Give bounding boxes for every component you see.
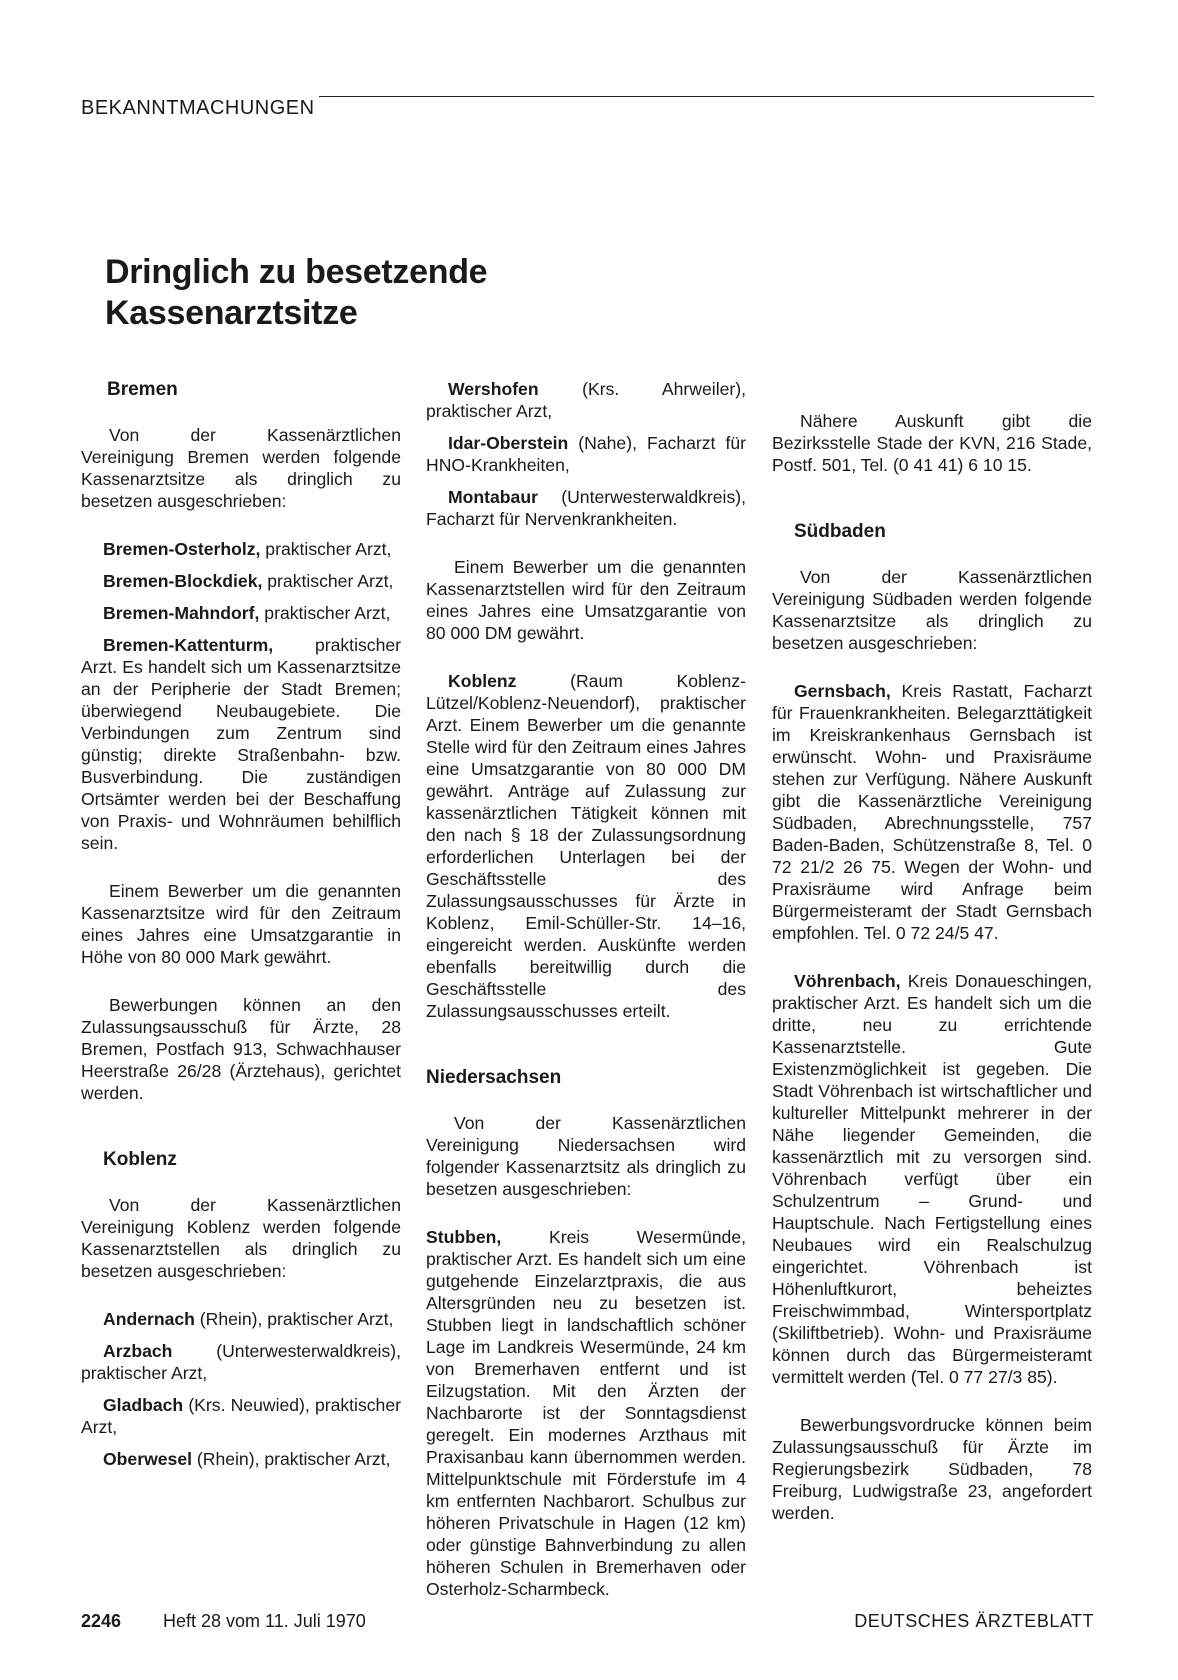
bremen-entry: [81, 634, 401, 854]
heading-bremen: Bremen: [107, 379, 178, 400]
issue-info: Heft 28 vom 11. Juli 1970: [163, 1611, 366, 1631]
section-header: [81, 96, 1094, 119]
entry-text: (Raum Koblenz-Lützel/Koblenz-Neuendorf), praktischer Arzt. Einem Bewerber um die genannte Stelle wird für den Zeitraum eines Jahres eine Umsatzgarantie von 80 000 DM gewährt. Anträge auf Zulassung zur kassenärztlichen Tätigkeit können mit den nach § 18 der Zulassungsordnung erforderlichen Unterlagen bei der Geschäftsstelle des Zulassungsausschusses für Ärzte in Koblenz, Emil-Schüller-Str. 14–16, eingereicht werden. Auskünfte werden ebenfalls bereitwillig durch die Geschäftsstelle des Zulassungsausschusses erteilt.: [426, 671, 746, 1021]
niedersachsen-intro: Von der Kassenärztlichen Vereinigung Niedersachsen wird folgender Kassenarztsitz als dringlich zu besetzen ausgeschrieben:: [426, 1113, 746, 1199]
koblenz-special-entry: [426, 670, 746, 1022]
koblenz-entry: [426, 378, 746, 422]
koblenz-entry: [81, 1340, 401, 1384]
entry-text: praktischer Arzt,: [262, 571, 394, 591]
entry-place: Gladbach: [103, 1395, 184, 1415]
entry-text: (Rhein), praktischer Arzt,: [194, 1309, 394, 1329]
column-2: [426, 378, 746, 1612]
title-line-2: Kassenarztsitze: [105, 294, 358, 332]
page-footer: [81, 1611, 1094, 1632]
title-line-1: Dringlich zu besetzende: [105, 253, 488, 291]
niedersachsen-info: Nähere Auskunft gibt die Bezirksstelle Stade der KVN, 216 Stade, Postf. 501, Tel. (0 41 41) 6 10 15.: [772, 411, 1092, 475]
heading-suedbaden: Südbaden: [794, 521, 886, 542]
koblenz-entry: [81, 1394, 401, 1438]
entry-place: Wershofen: [448, 379, 539, 399]
koblenz-guarantee: Einem Bewerber um die genannten Kassenarztstellen wird für den Zeitraum eines Jahres eine Umsatzgarantie von 80 000 DM gewährt.: [426, 557, 746, 643]
entry-place: Bremen-Mahndorf,: [103, 603, 260, 623]
suedbaden-entry: [772, 680, 1092, 944]
entry-place: Oberwesel: [103, 1449, 192, 1469]
entry-text: (Krs. Neuwied), praktischer Arzt,: [81, 1395, 401, 1437]
entry-place: Vöhrenbach,: [794, 971, 901, 991]
heading-niedersachsen: Niedersachsen: [426, 1067, 562, 1088]
entry-text: (Unterwesterwaldkreis), praktischer Arzt,: [81, 1341, 401, 1383]
column-3: [772, 260, 1092, 1536]
entry-place: Idar-Oberstein: [448, 433, 569, 453]
entry-place: Bremen-Osterholz,: [103, 539, 261, 559]
koblenz-entry: [426, 486, 746, 530]
bremen-intro: Von der Kassenärztlichen Vereinigung Bremen werden folgende Kassenarztsitze als dringlich zu besetzen ausgeschrieben:: [81, 425, 401, 511]
entry-text: (Nahe), Facharzt für HNO-Krankheiten,: [426, 433, 746, 475]
section-label: BEKANNTMACHUNGEN: [81, 97, 315, 119]
koblenz-intro: Von der Kassenärztlichen Vereinigung Koblenz werden folgende Kassenarztstellen als dringlich zu besetzen ausgeschrieben:: [81, 1195, 401, 1281]
entry-place: Koblenz: [448, 671, 517, 691]
entry-place: Gernsbach,: [794, 681, 891, 701]
journal-name: DEUTSCHES ÄRZTEBLATT: [854, 1611, 1094, 1631]
page-number: 2246: [81, 1611, 122, 1631]
koblenz-entry: [426, 432, 746, 476]
entry-place: Arzbach: [103, 1341, 173, 1361]
entry-text: (Krs. Ahrweiler), praktischer Arzt,: [426, 379, 746, 421]
entry-text: praktischer Arzt,: [260, 539, 392, 559]
suedbaden-entry: [772, 970, 1092, 1388]
entry-text: (Unterwesterwaldkreis), Facharzt für Nervenkrankheiten.: [426, 487, 746, 529]
entry-text: praktischer Arzt,: [259, 603, 391, 623]
article-title: [105, 252, 665, 334]
suedbaden-forms: Bewerbungsvordrucke können beim Zulassungsausschuß für Ärzte im Regierungsbezirk Südbaden, 78 Freiburg, Ludwigstraße 23, angefordert werden.: [772, 1415, 1092, 1523]
column-1: [81, 378, 401, 1480]
niedersachsen-entry: [426, 1226, 746, 1600]
bremen-entry: [81, 570, 401, 592]
entry-place: Andernach: [103, 1309, 195, 1329]
suedbaden-intro: Von der Kassenärztlichen Vereinigung Südbaden werden folgende Kassenarztsitze als dringlich zu besetzen ausgeschrieben:: [772, 567, 1092, 653]
entry-text: Kreis Donaueschingen, praktischer Arzt. Es handelt sich um die dritte, neu zu errichtende Kassenarztstelle. Gute Existenzmöglichkeit ist gegeben. Die Stadt Vöhrenbach ist wirtschaftlicher und kultureller Mittelpunkt mehrerer in der Nähe liegender Gemeinden, die kassenärztlich mit zu versorgen sind. Vöhrenbach verfügt über ein Schulzentrum – Grund- und Hauptschule. Nach Fertigstellung eines Neubaues wird ein Realschulzug eingerichtet. Vöhrenbach ist Höhenluftkurort, beheiztes Freischwimmbad, Wintersportplatz (Skiliftbetrieb). Wohn- und Praxisräume können durch das Bürgermeisteramt vermittelt werden (Tel. 0 77 27/3 85).: [772, 971, 1092, 1387]
entry-text: praktischer Arzt. Es handelt sich um Kassenarztsitze an der Peripherie der Stadt Bremen; überwiegend Neubaugebiete. Die Verbindungen zum Zentrum sind günstig; direkte Straßenbahn- bzw. Busverbindung. Die zuständigen Ortsämter werden bei der Beschaffung von Praxis- und Wohnräumen behilflich sein.: [81, 635, 401, 853]
entry-text: Kreis Rastatt, Facharzt für Frauenkrankheiten. Belegarzttätigkeit im Kreiskrankenhaus Gernsbach ist erwünscht. Wohn- und Praxisräume stehen zur Verfügung. Nähere Auskunft gibt die Kassenärztliche Vereinigung Südbaden, Abrechnungsstelle, 757 Baden-Baden, Schützenstraße 8, Tel. 0 72 21/2 26 75. Wegen der Wohn- und Praxisräume wird Anfrage beim Bürgermeisteramt der Stadt Gernsbach empfohlen. Tel. 0 72 24/5 47.: [772, 681, 1092, 943]
koblenz-entry: [81, 1448, 401, 1470]
heading-koblenz: Koblenz: [103, 1149, 177, 1170]
koblenz-entry: [81, 1308, 401, 1330]
bremen-entry: [81, 602, 401, 624]
entry-place: Montabaur: [448, 487, 538, 507]
bremen-entry: [81, 538, 401, 560]
entry-place: Stubben,: [426, 1227, 502, 1247]
bremen-applications: Bewerbungen können an den Zulassungsausschuß für Ärzte, 28 Bremen, Postfach 913, Schwachhauser Heerstraße 26/28 (Ärztehaus), gerichtet werden.: [81, 995, 401, 1103]
bremen-guarantee: Einem Bewerber um die genannten Kassenarztsitze wird für den Zeitraum eines Jahres eine Umsatzgarantie in Höhe von 80 000 Mark gewährt.: [81, 881, 401, 967]
entry-text: Kreis Wesermünde, praktischer Arzt. Es handelt sich um eine gutgehende Einzelarztpraxis, die aus Altersgründen neu zu besetzen ist. Stubben liegt in landschaftlich schöner Lage im Landkreis Wesermünde, 24 km von Bremerhaven entfernt und ist Eilzugstation. Mit den Ärzten der Nachbarorte ist der Sonntagsdienst geregelt. Ein modernes Arzthaus mit Praxisanbau kann übernommen werden. Mittelpunktschule mit Förderstufe im 4 km entfernten Nachbarort. Schulbus zur höheren Privatschule in Hagen (12 km) oder günstige Bahnverbindung zu allen höheren Schulen in Bremerhaven oder Osterholz-Scharmbeck.: [426, 1227, 746, 1599]
entry-place: Bremen-Blockdiek,: [103, 571, 263, 591]
entry-text: (Rhein), praktischer Arzt,: [192, 1449, 391, 1469]
entry-place: Bremen-Kattenturm,: [103, 635, 274, 655]
header-rule: [319, 96, 1094, 97]
